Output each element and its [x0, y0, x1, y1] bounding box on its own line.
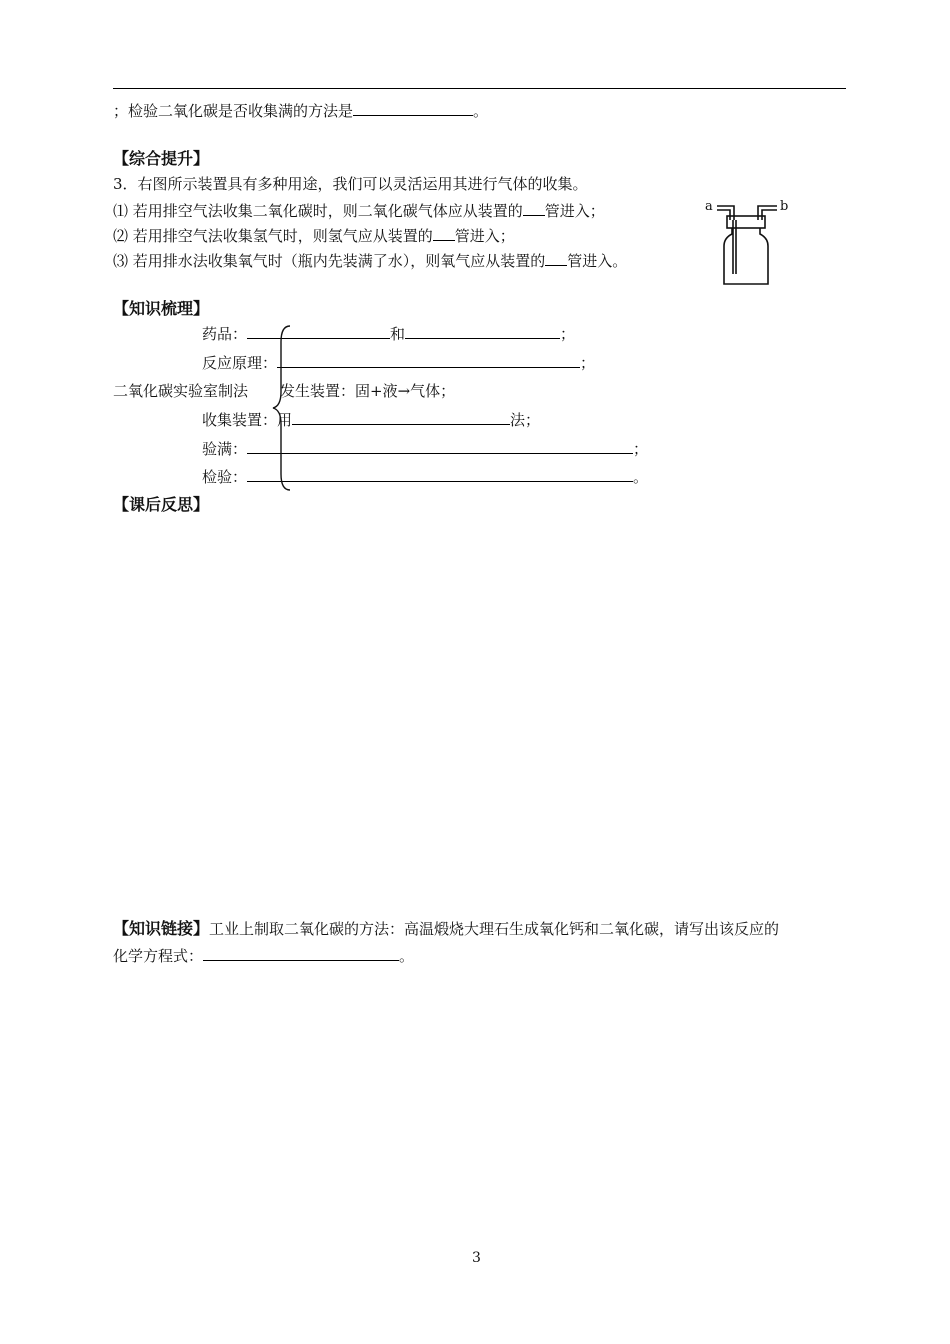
full-end: ； — [633, 440, 649, 458]
question-3-intro: 3．右图所示装置具有多种用途，我们可以灵活运用其进行气体的收集。 — [113, 175, 588, 193]
link-line-1 — [113, 919, 779, 939]
test-blank[interactable] — [247, 466, 633, 482]
drug-end: ； — [560, 325, 576, 343]
summary-topic: 二氧化碳实验室制法 — [113, 382, 249, 400]
co2-full-check-line — [113, 100, 488, 121]
tube-label-a: a — [705, 199, 713, 214]
summary-collect-row — [202, 409, 540, 430]
principle-blank[interactable] — [277, 352, 580, 368]
equation-blank[interactable] — [203, 945, 399, 961]
principle-label: 反应原理： — [202, 354, 278, 372]
drug-blank-1[interactable] — [247, 323, 390, 339]
item-end: 管进入； — [544, 202, 605, 220]
full-label: 验满： — [202, 440, 248, 458]
item-end: 管进入。 — [567, 252, 628, 270]
answer-blank[interactable] — [433, 225, 455, 241]
answer-blank[interactable] — [523, 200, 545, 216]
principle-end: ； — [580, 354, 596, 372]
item-text: ⑵ 若用排空气法收集氢气时，则氢气应从装置的 — [113, 227, 433, 245]
summary-full-row — [202, 438, 648, 459]
line-end: 。 — [473, 102, 489, 120]
collect-end: 法； — [510, 411, 541, 429]
summary-drug-row — [202, 323, 575, 344]
link-text-2: 化学方程式： — [113, 947, 204, 965]
item-end: 管进入； — [454, 227, 515, 245]
drug-label: 药品： — [202, 325, 248, 343]
drug-blank-2[interactable] — [405, 323, 560, 339]
full-blank[interactable] — [247, 438, 633, 454]
co2-full-check-text: ；检验二氧化碳是否收集满的方法是 — [113, 102, 354, 120]
test-label: 检验： — [202, 468, 248, 486]
item-text: ⑴ 若用排空气法收集二氧化碳时，则二氧化碳气体应从装置的 — [113, 202, 523, 220]
drug-and: 和 — [390, 325, 406, 343]
comprehensive-heading: 【综合提升】 — [113, 149, 210, 168]
summary-brace — [270, 324, 296, 492]
top-rule — [113, 88, 846, 89]
gas-collection-bottle-figure — [700, 192, 800, 292]
link-text-1: 工业上制取二氧化碳的方法：高温煅烧大理石生成氧化钙和二氧化碳，请写出该反应的 — [209, 920, 780, 938]
page-number: 3 — [472, 1250, 481, 1266]
tube-label-b: b — [780, 199, 789, 214]
question-3-item-2 — [113, 225, 515, 246]
test-end: 。 — [633, 468, 649, 486]
question-3-item-3 — [113, 250, 627, 271]
reflection-heading: 【课后反思】 — [113, 495, 210, 514]
summary-heading: 【知识梳理】 — [113, 299, 210, 318]
answer-blank[interactable] — [353, 100, 473, 116]
answer-blank[interactable] — [545, 250, 567, 266]
link-line-2 — [113, 945, 414, 966]
summary-principle-row — [202, 352, 595, 373]
collect-label: 收集装置：用 — [202, 411, 293, 429]
question-3-item-1 — [113, 200, 605, 221]
link-end: 。 — [399, 947, 415, 965]
summary-generator: 发生装置：固+液→气体； — [280, 382, 456, 400]
link-heading: 【知识链接】 — [113, 919, 210, 938]
summary-test-row — [202, 466, 648, 487]
item-text: ⑶ 若用排水法收集氧气时（瓶内先装满了水），则氧气应从装置的 — [113, 252, 546, 270]
collect-blank[interactable] — [292, 409, 510, 425]
